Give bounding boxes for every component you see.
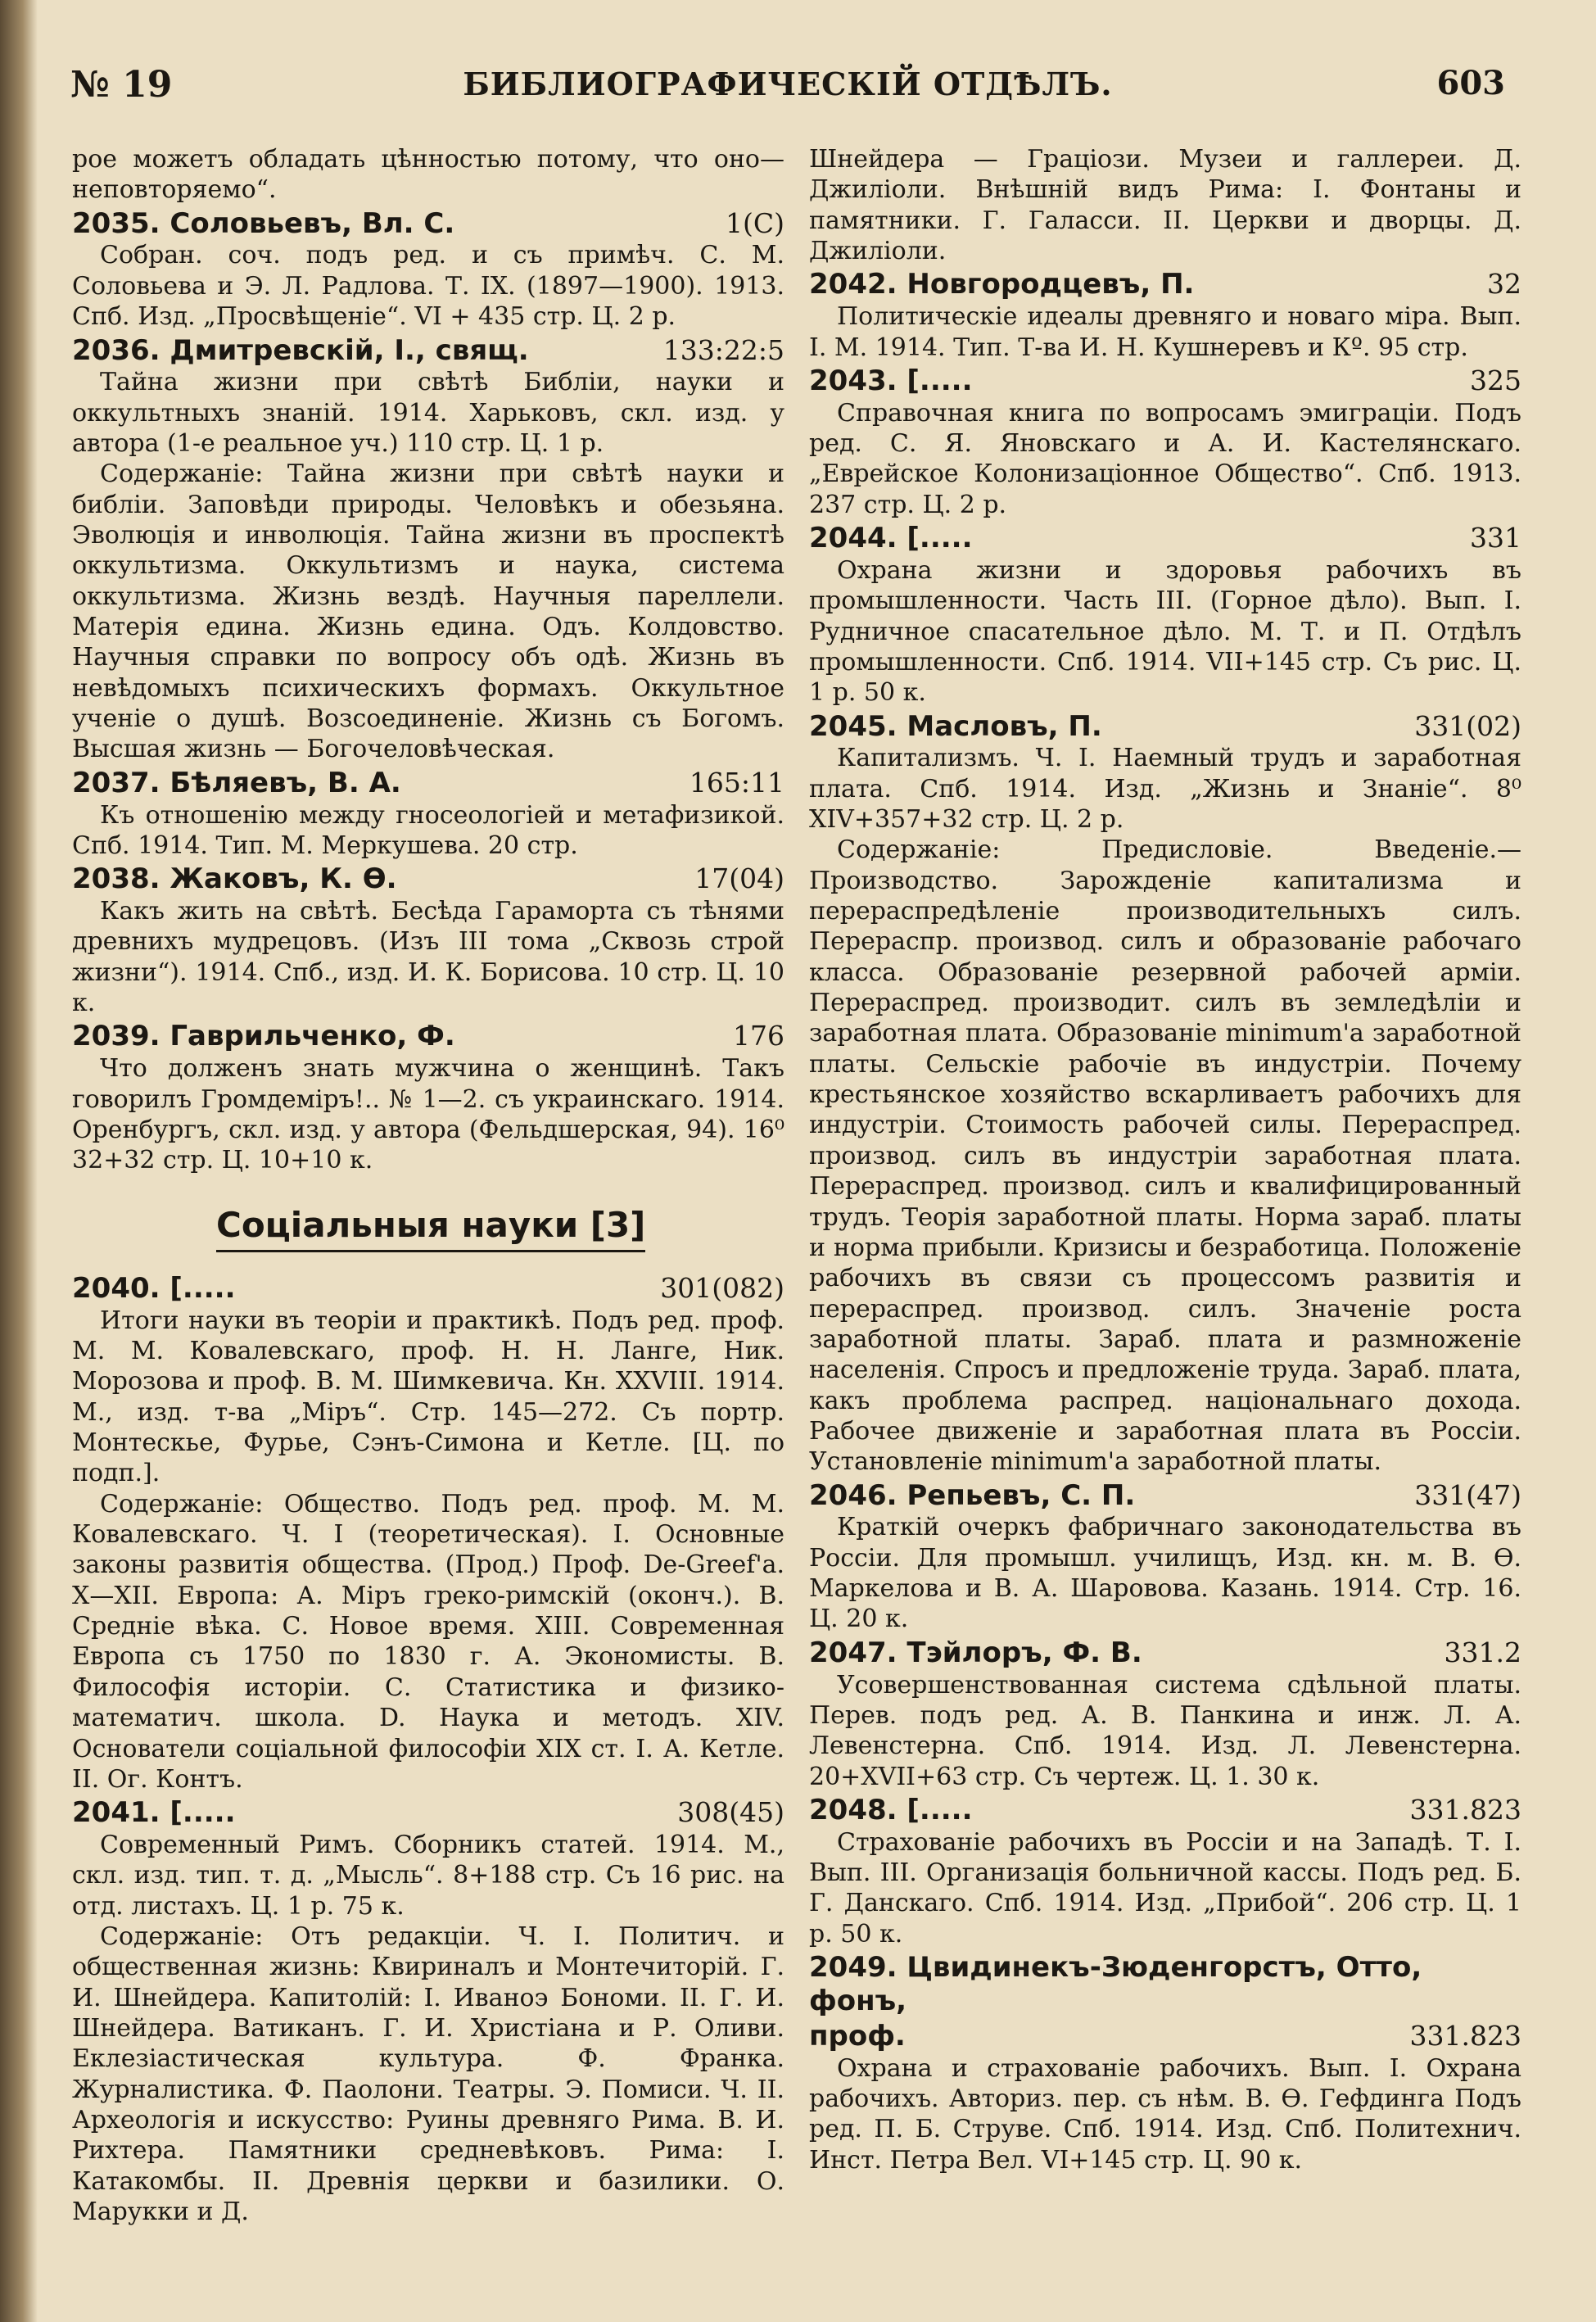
entry-body: Тайна жизни при свѣтѣ Библіи, науки и оккультныхъ знаній. 1914. Харьковъ, скл. изд. у автора (1-е реальное уч.) 110 стр. Ц. 1 р. xyxy=(72,368,784,458)
entry-heading: 2044. [..... xyxy=(809,522,973,555)
entry-heading: 2040. [..... xyxy=(72,1271,236,1305)
entry-contents: Содержаніе: Общество. Подъ ред. проф. М. М. Ковалевскаго. Ч. I (теоретическая). I. Основные законы развитія общества. (Прод.) Проф. De-Greef'а. X—XII. Европа: А. Міръ греко-римскій (оконч.). В. Средніе вѣка. С. Новое время. XIII. Современная Европа съ 1750 по 1830 г. А. Экономисты. В. Философія исторіи. С. Статистика и физико-математич. школа. D. Наука и методъ. XIV. Основатели соціальной философіи XIX ст. I. А. Кетле. II. Ог. Контъ. xyxy=(72,1489,784,1794)
entry-heading: 2039. Гаврильченко, Ф. xyxy=(72,1020,455,1053)
entry-contents: Содержаніе: Предисловіе. Введеніе.— Производство. Зарожденіе капитализма и перераспредѣленіе производительныхъ силъ. Перераспр. производ. силъ и образованіе рабочаго класса. Образованіе резервной рабочей арміи. Перераспред. производит. силъ въ земледѣліи и заработная плата. Образованіе minimum'а заработной платы. Сельскіе рабочіе въ индустріи. Почему крестьянское хозяйство вскарливаетъ рабочихъ для индустріи. Стоимость рабочей силы. Перераспред. производ. силъ въ индустріи заработная плата. Перераспред. производ. силъ и квалифицированный трудъ. Теорія заработной платы. Норма зараб. платы и норма прибыли. Кризисы и безработица. Положеніе рабочихъ въ связи съ процессомъ развитія и перераспред. производ. силъ. Значеніе роста заработной платы. Зараб. плата и размноженіе населенія. Спросъ и предложеніе труда. Зараб. плата, какъ проблема распред. національнаго дохода. Рабочее движеніе и заработная плата въ Россіи. Установленіе minimum'а заработной платы. xyxy=(809,835,1521,1477)
entry-body: Политическіе идеалы древняго и новаго міра. Вып. I. М. 1914. Тип. Т-ва И. Н. Кушнеревъ и Кº. 95 стр. xyxy=(809,302,1521,362)
entry-body: Къ отношенію между гносеологіей и метафизикой. Спб. 1914. Тип. М. Меркушева. 20 стр. xyxy=(72,800,784,860)
classification: 165:11 xyxy=(689,766,784,799)
entry-body: Капитализмъ. Ч. I. Наемный трудъ и заработная плата. Спб. 1914. Изд. „Жизнь и Знаніе“. 8⁰ XIV+357+32 стр. Ц. 2 р. xyxy=(809,744,1521,835)
entry-2048 xyxy=(809,1794,1521,1949)
continued-text: рое можетъ обладать цѣнностью потому, что оно—неповторяемо“. xyxy=(72,145,784,205)
entry-body: Итоги науки въ теоріи и практикѣ. Подъ ред. проф. М. М. Ковалевскаго, проф. Н. Н. Ланге, Ник. Морозова и проф. В. М. Шимкевича. Кн. XXVIII. 1914. М., изд. т-ва „Міръ“. Стр. 145—272. Съ портр. Монтескье, Фурье, Сэнъ-Симона и Кетле. [Ц. по подп.]. xyxy=(72,1306,784,1488)
classification: 331.2 xyxy=(1444,1636,1521,1668)
entry-heading: 2045. Масловъ, П. xyxy=(809,709,1102,743)
classification: 331(47) xyxy=(1414,1478,1521,1511)
entry-2047 xyxy=(809,1636,1521,1792)
section-title: БИБЛИОГРАФИЧЕСКІЙ ОТДѢЛЪ. xyxy=(463,66,1113,102)
entry-body: Усовершенствованная система сдѣльной платы. Перев. подъ ред. А. В. Панкина и инж. Л. А. Левенстерна. Спб. 1914. Изд. Л. Левенстерна. 20+XVII+63 стр. Съ чертеж. Ц. 1. 30 к. xyxy=(809,1670,1521,1791)
section-heading: Соціальныя науки [3] xyxy=(216,1204,645,1252)
entry-2040 xyxy=(72,1272,784,1795)
entry-contents: Содержаніе: Тайна жизни при свѣтѣ науки и библіи. Заповѣди природы. Человѣкъ и обезьяна. Эволюція и инволюція. Тайна жизни въ проспектѣ оккультизма. Оккультизмъ и наука, система оккультизма. Жизнь вездѣ. Научныя пареллели. Матерія едина. Жизнь едина. Одъ. Колдовство. Научныя справки по вопросу объ одѣ. Жизнь въ невѣдомыхъ психическихъ формахъ. Оккультное ученіе о душѣ. Возсоединеніе. Жизнь съ Богомъ. Высшая жизнь — Богочеловѣческая. xyxy=(72,459,784,764)
classification: 301(082) xyxy=(660,1271,784,1304)
classification: 176 xyxy=(733,1020,784,1052)
entry-2036 xyxy=(72,334,784,765)
classification: 32 xyxy=(1487,268,1521,301)
classification: 133:22:5 xyxy=(662,333,784,366)
entry-2037 xyxy=(72,767,784,861)
entry-heading: 2035. Соловьевъ, Вл. С. xyxy=(72,206,455,240)
continued-text: Шнейдера — Граціози. Музеи и галлереи. Д. Джиліоли. Внѣшній видъ Рима: I. Фонтаны и памятники. Г. Галасси. II. Церкви и дворцы. Д. Джиліоли. xyxy=(809,145,1521,266)
entry-body: Какъ жить на свѣтѣ. Бесѣда Гараморта съ тѣнями древнихъ мудрецовъ. (Изъ III тома „Сквозь строй жизни“). 1914. Спб., изд. И. К. Борисова. 10 стр. Ц. 10 к. xyxy=(72,897,784,1018)
entry-heading: 2037. Бѣляевъ, В. А. xyxy=(72,766,401,799)
book-spine-shadow xyxy=(0,0,38,2322)
entry-contents: Содержаніе: Отъ редакціи. Ч. I. Политич. и общественная жизнь: Квириналъ и Монтечиторій. Г. И. Шнейдера. Капитолій: I. Иваноэ Бономи. II. Г. И. Шнейдера. Ватиканъ. Г. И. Христіана и Р. Оливи. Еклезіастическая культура. Ф. Франка. Журналистика. Ф. Паолони. Театры. Э. Помиси. Ч. II. Археологія и искусство: Руины древняго Рима. В. И. Рихтера. Памятники средневѣковъ. Рима: I. Катакомбы. II. Древнія церкви и базилики. О. Марукки и Д. xyxy=(72,1922,784,2227)
classification: 17(04) xyxy=(694,862,784,895)
classification: 331 xyxy=(1470,522,1521,554)
entry-2049 xyxy=(809,1951,1521,2175)
entry-heading: 2048. [..... xyxy=(809,1793,973,1826)
classification: 1(С) xyxy=(726,206,784,239)
entry-2044 xyxy=(809,522,1521,708)
entry-body: Что долженъ знать мужчина о женщинѣ. Такъ говорилъ Громдеміръ!.. № 1—2. съ украинскаго. 1914. Оренбургъ, скл. изд. у автора (Фельдшерская, 94). 16⁰ 32+32 стр. Ц. 10+10 к. xyxy=(72,1054,784,1175)
classification: 308(45) xyxy=(677,1796,784,1829)
entry-heading: 2043. [..... xyxy=(809,364,973,397)
entry-body: Собран. соч. подъ ред. и съ примѣч. С. М. Соловьева и Э. Л. Радлова. Т. IX. (1897—1900). 1913. Спб. Изд. „Просвѣщеніе“. VI + 435 стр. Ц. 2 р. xyxy=(72,241,784,332)
classification: 331.823 xyxy=(1409,2019,1521,2052)
entry-body: Справочная книга по вопросамъ эмиграціи. Подъ ред. С. Я. Яновскаго и А. И. Кастелянскаго. „Еврейское Колонизаціонное Общество“. Спб. 1913. 237 стр. Ц. 2 р. xyxy=(809,398,1521,519)
entry-2045 xyxy=(809,710,1521,1478)
entry-2039 xyxy=(72,1020,784,1175)
right-column xyxy=(809,144,1521,2175)
entry-heading: 2041. [..... xyxy=(72,1796,236,1830)
page-number: 603 xyxy=(1436,64,1505,102)
entry-2043 xyxy=(809,364,1521,520)
entry-heading: 2049. Цвидинекъ-Зюденгорстъ, Отто, фонъ, xyxy=(809,1951,1422,2017)
left-column xyxy=(72,144,784,2227)
entry-body: Современный Римъ. Сборникъ статей. 1914. М., скл. изд. тип. т. д. „Мысль“. 8+188 стр. Съ 16 рис. на отд. листахъ. Ц. 1 р. 75 к. xyxy=(72,1830,784,1921)
entry-body: Краткій очеркъ фабричнаго законодательства въ Россіи. Для промышл. училищъ, Изд. кн. м. В. Ѳ. Маркелова и В. А. Шаровова. Казань. 1914. Стр. 16. Ц. 20 к. xyxy=(809,1513,1521,1634)
entry-2038 xyxy=(72,862,784,1018)
entry-heading: 2038. Жаковъ, К. Ѳ. xyxy=(72,862,397,896)
classification: 331.823 xyxy=(1409,1793,1521,1826)
classification: 325 xyxy=(1470,364,1521,396)
entry-heading: 2036. Дмитревскій, І., свящ. xyxy=(72,333,529,367)
classification: 331(02) xyxy=(1414,709,1521,742)
entry-heading-cont: проф. xyxy=(809,2019,906,2053)
page-header xyxy=(70,64,1505,113)
entry-body: Охрана и страхованіе рабочихъ. Вып. I. Охрана рабочихъ. Авториз. пер. съ нѣм. В. Ѳ. Гефдинга Подъ ред. П. Б. Струве. Спб. 1914. Изд. Спб. Политехнич. Инст. Петра Вел. VI+145 стр. Ц. 90 к. xyxy=(809,2053,1521,2175)
entry-heading: 2046. Репьевъ, С. П. xyxy=(809,1478,1136,1512)
entry-2041 xyxy=(72,1796,784,2227)
entry-heading: 2047. Тэйлоръ, Ф. В. xyxy=(809,1636,1142,1669)
entry-2046 xyxy=(809,1479,1521,1635)
entry-2035 xyxy=(72,207,784,333)
issue-number: № 19 xyxy=(70,64,173,106)
entry-body: Страхованіе рабочихъ въ Россіи и на Западѣ. Т. I. Вып. III. Организація больничной кассы. Подъ ред. Б. Г. Данскаго. Спб. 1914. Изд. „Прибой“. 206 стр. Ц. 1 р. 50 к. xyxy=(809,1827,1521,1949)
entry-body: Охрана жизни и здоровья рабочихъ въ промышленности. Часть III. (Горное дѣло). Вып. I. Рудничное спасательное дѣло. М. Т. и П. Отдѣлъ промышленности. Спб. 1914. VII+145 стр. Съ рис. Ц. 1 р. 50 к. xyxy=(809,555,1521,708)
entry-2042 xyxy=(809,268,1521,362)
entry-heading: 2042. Новгородцевъ, П. xyxy=(809,268,1195,301)
